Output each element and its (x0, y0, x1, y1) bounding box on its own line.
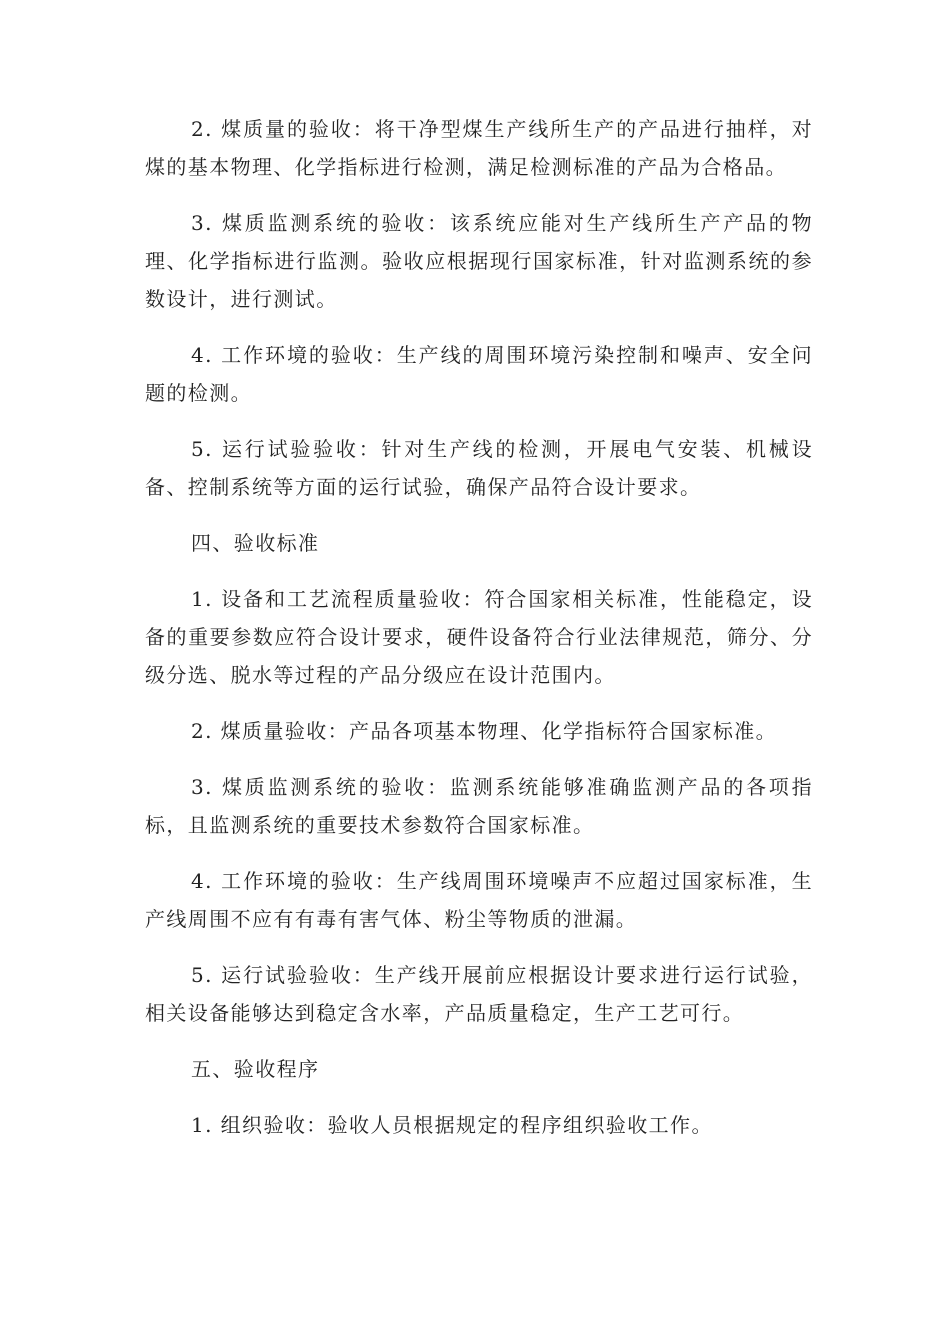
section-heading-acceptance-procedure: 五、验收程序 (191, 1057, 320, 1081)
section-heading-acceptance-standards: 四、验收标准 (191, 531, 320, 555)
paragraph-standard-4-work-environment: 4. 工作环境的验收：生产线周围环境噪声不应超过国家标准，生产线周围不应有有毒有害气体、粉尘等物质的泄漏。 (145, 869, 813, 931)
paragraph-item-2-coal-quality: 2. 煤质量的验收：将干净型煤生产线所生产的产品进行抽样，对煤的基本物理、化学指标进行检测，满足检测标准的产品为合格品。 (145, 117, 813, 179)
paragraph-procedure-1-organize: 1. 组织验收：验收人员根据规定的程序组织验收工作。 (191, 1113, 713, 1137)
paragraph-standard-2-coal-quality: 2. 煤质量验收：产品各项基本物理、化学指标符合国家标准。 (191, 719, 778, 743)
paragraph-item-5-operation-test: 5. 运行试验验收：针对生产线的检测，开展电气安装、机械设备、控制系统等方面的运行试验，确保产品符合设计要求。 (145, 437, 813, 499)
paragraph-standard-3-monitoring-system: 3. 煤质监测系统的验收：监测系统能够准确监测产品的各项指标，且监测系统的重要技术参数符合国家标准。 (145, 775, 813, 837)
paragraph-standard-5-operation-test: 5. 运行试验验收：生产线开展前应根据设计要求进行运行试验，相关设备能够达到稳定含水率，产品质量稳定，生产工艺可行。 (145, 963, 813, 1025)
paragraph-item-3-monitoring-system: 3. 煤质监测系统的验收：该系统应能对生产线所生产产品的物理、化学指标进行监测。验收应根据现行国家标准，针对监测系统的参数设计，进行测试。 (145, 211, 813, 311)
paragraph-item-4-work-environment: 4. 工作环境的验收：生产线的周围环境污染控制和噪声、安全问题的检测。 (145, 343, 813, 405)
paragraph-standard-1-equipment: 1. 设备和工艺流程质量验收：符合国家相关标准，性能稳定，设备的重要参数应符合设计要求，硬件设备符合行业法律规范，筛分、分级分选、脱水等过程的产品分级应在设计范围内。 (145, 587, 813, 687)
document-body (145, 110, 813, 1162)
